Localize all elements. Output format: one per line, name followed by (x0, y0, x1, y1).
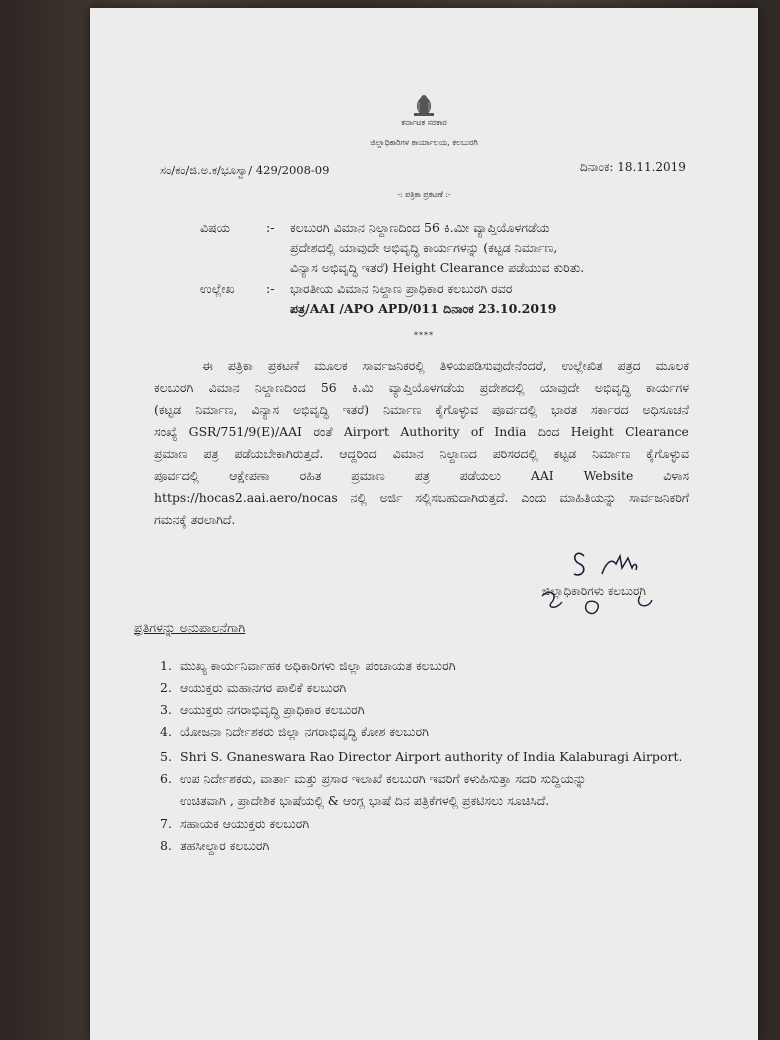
press-note-title: -: ಪತ್ರಿಕಾ ಪ್ರಕಟಣೆ :- (397, 190, 451, 199)
body-line: ಸಂಖ್ಯೆ GSR/751/9(E)/AAI ರಂತೆ Airport Authority of India ದಿಂದ Height Clearance (154, 424, 689, 439)
copy-item: 8. ತಹಸೀಲ್ದಾರ ಕಲಬುರಗಿ (160, 838, 270, 853)
copy-item: 3. ಆಯುಕ್ತರು ನಗರಾಭಿವೃದ್ಧಿ ಪ್ರಾಧಿಕಾರ ಕಲಬುರಗಿ (160, 702, 365, 717)
subject-line: ಪ್ರದೇಶದಲ್ಲಿ ಯಾವುದೇ ಅಭಿವೃದ್ಧಿ ಕಾರ್ಯಗಳನ್ನು (ಕಟ್ಟಡ ನಿರ್ಮಾಣ, (290, 240, 558, 255)
copy-item: 6. ಉಪ ನಿರ್ದೇಶಕರು, ವಾರ್ತಾ ಮತ್ತು ಪ್ರಸಾರ ಇಲಾಖೆ ಕಲಬುರಗಿ ಇವರಿಗೆ ಕಳುಹಿಸುತ್ತಾ ಸದರಿ ಸುದ್ದಿಯನ್ನು (160, 771, 587, 786)
subject-separator: :- (266, 220, 275, 235)
government-name: ಕರ್ನಾಟಕ ಸರಕಾರ (401, 118, 447, 127)
body-line: ಪ್ರಮಾಣ ಪತ್ರ ಪಡೆಯಬೇಕಾಗಿರುತ್ತದೆ. ಆದ್ದರಿಂದ ವಿಮಾನ ನಿಲ್ದಾಣದ ಪರಿಸರದಲ್ಲಿ ಕಟ್ಟಡ ನಿರ್ಮಾಣ ಕೈಗೊಳ್ಳುವ (154, 446, 689, 461)
reference-label: ಉಲ್ಲೇಖ (200, 281, 235, 296)
copies-heading: ಪ್ರತಿಗಳನ್ನು ಅನುಪಾಲನೆಗಾಗಿ (134, 620, 246, 635)
copy-item: 5. Shri S. Gnaneswara Rao Director Airport authority of India Kalaburagi Airport. (160, 749, 683, 764)
separator-stars: **** (414, 331, 434, 340)
body-line: https://hocas2.aai.aero/nocas ನಲ್ಲಿ ಅರ್ಜಿ ಸಲ್ಲಿಸಬಹುದಾಗಿರುತ್ತದೆ. ಎಂದು ಮಾಹಿತಿಯನ್ನು ಸಾರ್ವಜನಿಕರಿಗೆ (154, 490, 689, 505)
copy-item: 4. ಯೋಜನಾ ನಿರ್ದೇಶಕರು ಜಿಲ್ಲಾ ನಗರಾಭಿವೃದ್ಧಿ ಕೋಶ ಕಲಬುರಗಿ (160, 724, 429, 739)
body-line: ಈ ಪತ್ರಿಕಾ ಪ್ರಕಟಣೆ ಮೂಲಕ ಸಾರ್ವಜನಿಕರಲ್ಲಿ ತಿಳಿಯಪಡಿಸುವುದೇನೆಂದರೆ, ಉಲ್ಲೇಖಿತ ಪತ್ರದ ಮೂಲಕ (202, 358, 689, 373)
copy-item: 7. ಸಹಾಯಕ ಆಯುಕ್ತರು ಕಲಬುರಗಿ (160, 816, 310, 831)
subject-line: ಕಲಬುರಗಿ ವಿಮಾನ ನಿಲ್ದಾಣದಿಂದ 56 ಕಿ.ಮೀ ವ್ಯಾಪ್ತಿಯೊಳಗಡೆಯ (290, 220, 550, 235)
body-line: ಪೂರ್ವದಲ್ಲಿ ಆಕ್ಷೇಪಣಾ ರಹಿತ ಪ್ರಮಾಣ ಪತ್ರ ಪಡೆಯಲು AAI Website ವಿಳಾಸ (154, 468, 689, 483)
copy-item: 2. ಆಯುಕ್ತರು ಮಹಾನಗರ ಪಾಲಿಕೆ ಕಲಬುರಗಿ (160, 680, 347, 695)
reference-line: ಪತ್ರ/AAI /APO APD/011 ದಿನಾಂಕ 23.10.2019 (290, 301, 557, 316)
copy-item: ಉಚಿತವಾಗಿ , ಪ್ರಾದೇಶಿಕ ಭಾಷೆಯಲ್ಲಿ & ಆಂಗ್ಲ ಭಾಷೆ ದಿನ ಪತ್ರಿಕೆಗಳಲ್ಲಿ ಪ್ರಕಟಿಸಲು ಸೂಚಿಸಿದೆ. (180, 793, 550, 808)
letter-date: ದಿನಾಂಕ: 18.11.2019 (580, 160, 686, 174)
office-name: ಜಿಲ್ಲಾಧಿಕಾರಿಗಳ ಕಾರ್ಯಾಲಯ, ಕಲಬುರಗಿ (370, 138, 478, 147)
reference-separator: :- (266, 281, 275, 296)
body-line: ಕಲಬುರಗಿ ವಿಮಾನ ನಿಲ್ದಾಣದಿಂದ 56 ಕಿ.ಮಿ ವ್ಯಾಪ್ತಿಯೊಳಗಡೆಯ ಪ್ರದೇಶದಲ್ಲಿ ಯಾವುದೇ ಅಭಿವೃದ್ಧಿ ಕಾರ್ಯಗಳ (154, 380, 689, 395)
body-line: ಗಮನಕ್ಕೆ ತರಲಾಗಿದೆ. (154, 512, 236, 527)
government-emblem-icon (410, 92, 438, 118)
document-page (90, 8, 758, 1040)
subject-line: ವಿನ್ಯಾಸ ಅಭಿವೃದ್ಧಿ ಇತರೆ) Height Clearance ಪಡೆಯುವ ಕುರಿತು. (290, 260, 585, 275)
reference-line: ಭಾರತೀಯ ವಿಮಾನ ನಿಲ್ದಾಣ ಪ್ರಾಧಿಕಾರ ಕಲಬುರಗಿ ರವರ (290, 281, 513, 296)
signature-caption: ಜಿಲ್ಲಾಧಿಕಾರಿಗಳು ಕಲಬುರಗಿ (542, 584, 646, 598)
body-line: (ಕಟ್ಟಡ ನಿರ್ಮಾಣ, ವಿನ್ಯಾಸ ಅಭಿವೃದ್ಧಿ ಇತರೆ) ನಿರ್ಮಾಣ ಕೈಗೊಳ್ಳುವ ಪೂರ್ವದಲ್ಲಿ ಭಾರತ ಸರ್ಕಾರದ ಅಧಿಸೂಚನೆ (154, 402, 689, 417)
subject-label: ವಿಷಯ (200, 220, 231, 235)
copy-item: 1. ಮುಖ್ಯ ಕಾರ್ಯನಿರ್ವಾಹಕ ಅಧಿಕಾರಿಗಳು ಜಿಲ್ಲಾ ಪಂಚಾಯತ ಕಲಬುರಗಿ (160, 658, 456, 673)
reference-number: ಸಂ/ಕಂ/ಜಿ.ಅ.ಕ/ಭೂಸ್ವಾ/ 429/2008-09 (160, 163, 330, 177)
